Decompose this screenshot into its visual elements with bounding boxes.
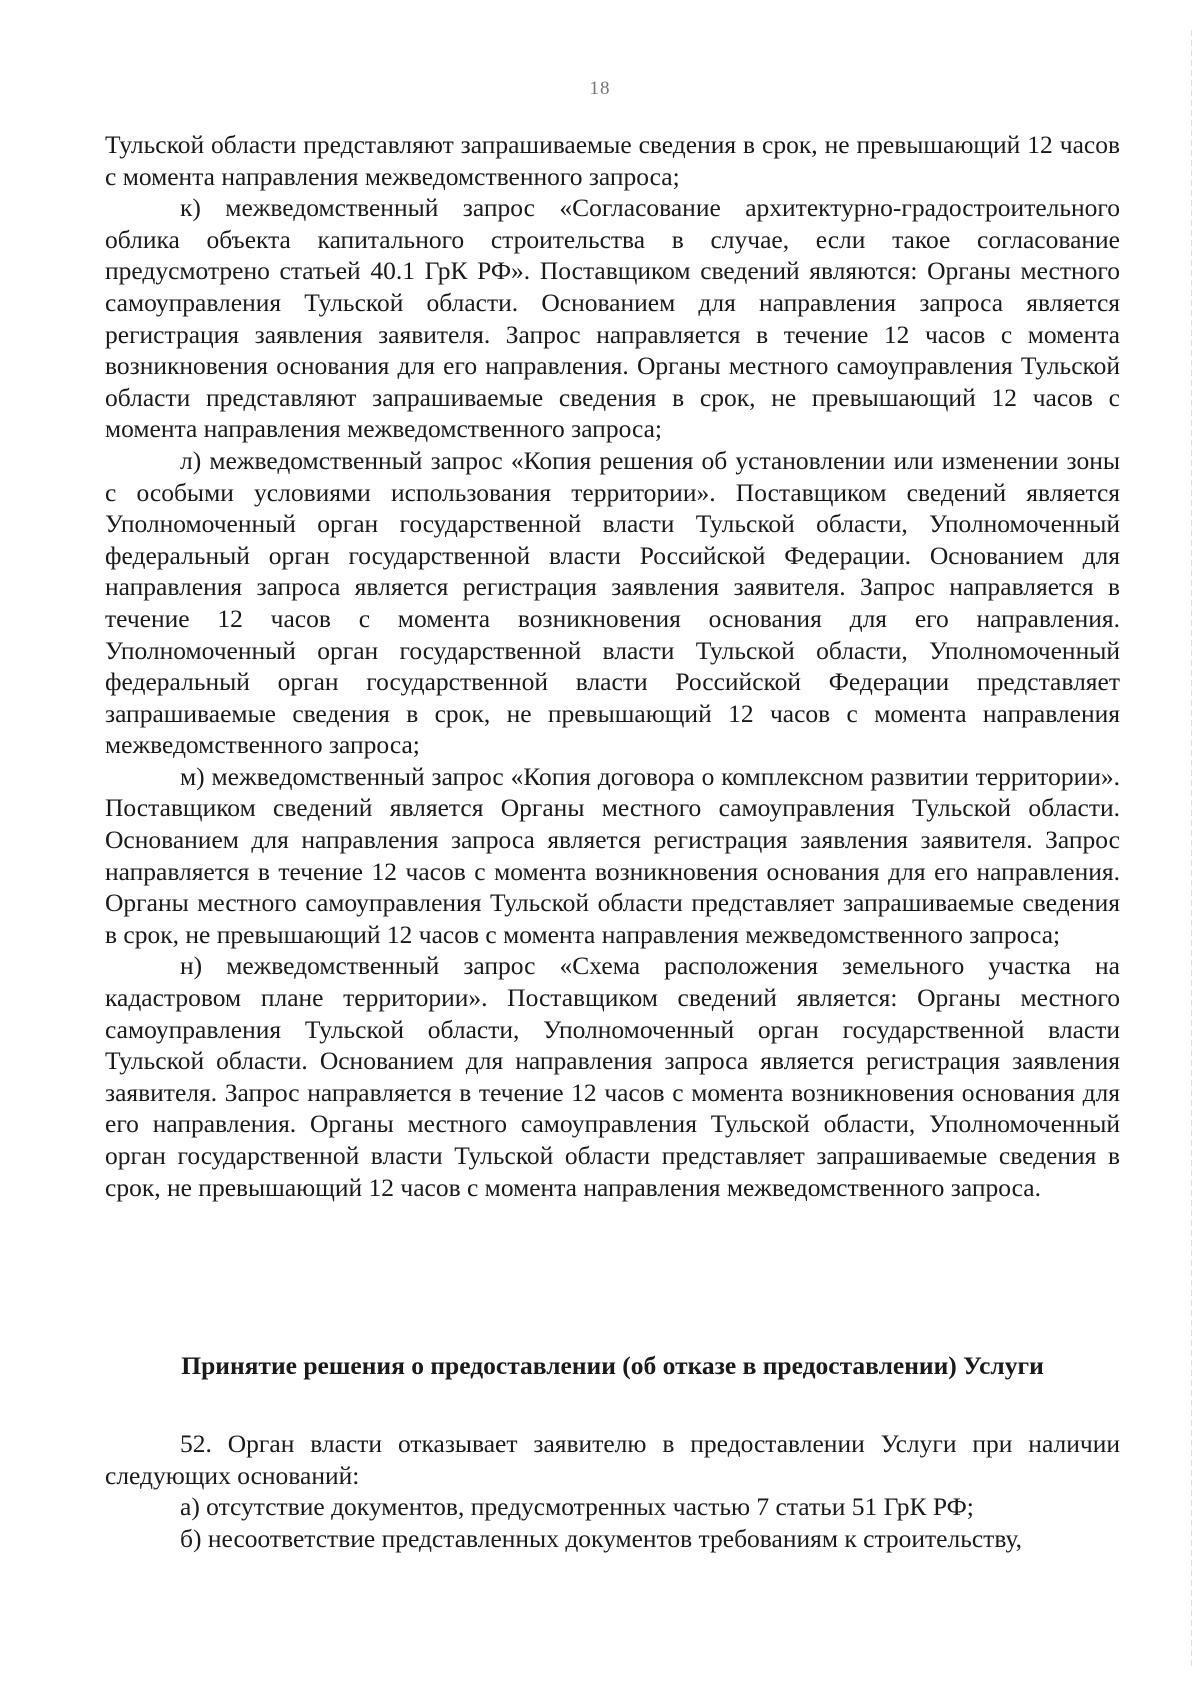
document-body-after-heading (105, 1428, 1120, 1554)
paragraph-item-b: б) несоответствие представленных документов требованиям к строительству, (180, 1523, 1023, 1553)
paragraph-item-a: а) отсутствие документов, предусмотренных частью 7 статьи 51 ГрК РФ; (180, 1492, 974, 1522)
page-number: 18 (589, 78, 611, 99)
paragraph-continuation: Тульской области представляют запрашиваемые сведения в срок, не превышающий 12 часов с момента направления межведомственного запроса; (105, 130, 1120, 191)
paragraph-item-n: н) межведомственный запрос «Схема расположения земельного участка на кадастровом плане территории». Поставщиком сведений является: Органы местного самоуправления Тульской области, Уполномоченный орган государственной власти Тульской области. Основанием для направления запроса является регистрация заявления заявителя. Запрос направляется в течение 12 часов с момента возникновения основания для его направления. Органы местного самоуправления Тульской области, Уполномоченный орган государственной власти Тульской области представляет запрашиваемые сведения в срок, не превышающий 12 часов с момента направления межведомственного запроса. (105, 951, 1120, 1202)
paragraph-52: 52. Орган власти отказывает заявителю в предоставлении Услуги при наличии следующих оснований: (105, 1429, 1120, 1490)
scan-edge-artifact (1191, 30, 1192, 1670)
paragraph-item-m: м) межведомственный запрос «Копия договора о комплексном развитии территории». Поставщиком сведений является Органы местного самоуправления Тульской области. Основанием для направления запроса является регистрация заявления заявителя. Запрос направляется в течение 12 часов с момента возникновения основания для его направления. Органы местного самоуправления Тульской области представляет запрашиваемые сведения в срок, не превышающий 12 часов с момента направления межведомственного запроса; (105, 761, 1120, 949)
section-heading: Принятие решения о предоставлении (об отказе в предоставлении) Услуги (181, 1351, 1044, 1380)
document-body (105, 129, 1120, 1203)
paragraph-item-l: л) межведомственный запрос «Копия решения об установлении или изменении зоны с особыми условиями использования территории». Поставщиком сведений является Уполномоченный орган государственной власти Тульской области, Уполномоченный федеральный орган государственной власти Российской Федерации. Основанием для направления запроса является регистрация заявления заявителя. Запрос направляется в течение 12 часов с момента возникновения основания для его направления. Уполномоченный орган государственной власти Тульской области, Уполномоченный федеральный орган государственной власти Российской Федерации представляет запрашиваемые сведения в срок, не превышающий 12 часов с момента направления межведомственного запроса; (105, 445, 1120, 760)
paragraph-item-k: к) межведомственный запрос «Согласование архитектурно-градостроительного облика объекта капитального строительства в случае, если такое согласование предусмотрено статьей 40.1 ГрК РФ». Поставщиком сведений являются: Органы местного самоуправления Тульской области. Основанием для направления запроса является регистрация заявления заявителя. Запрос направляется в течение 12 часов с момента возникновения основания для его направления. Органы местного самоуправления Тульской области представляют запрашиваемые сведения в срок, не превышающий 12 часов с момента направления межведомственного запроса; (105, 193, 1120, 444)
